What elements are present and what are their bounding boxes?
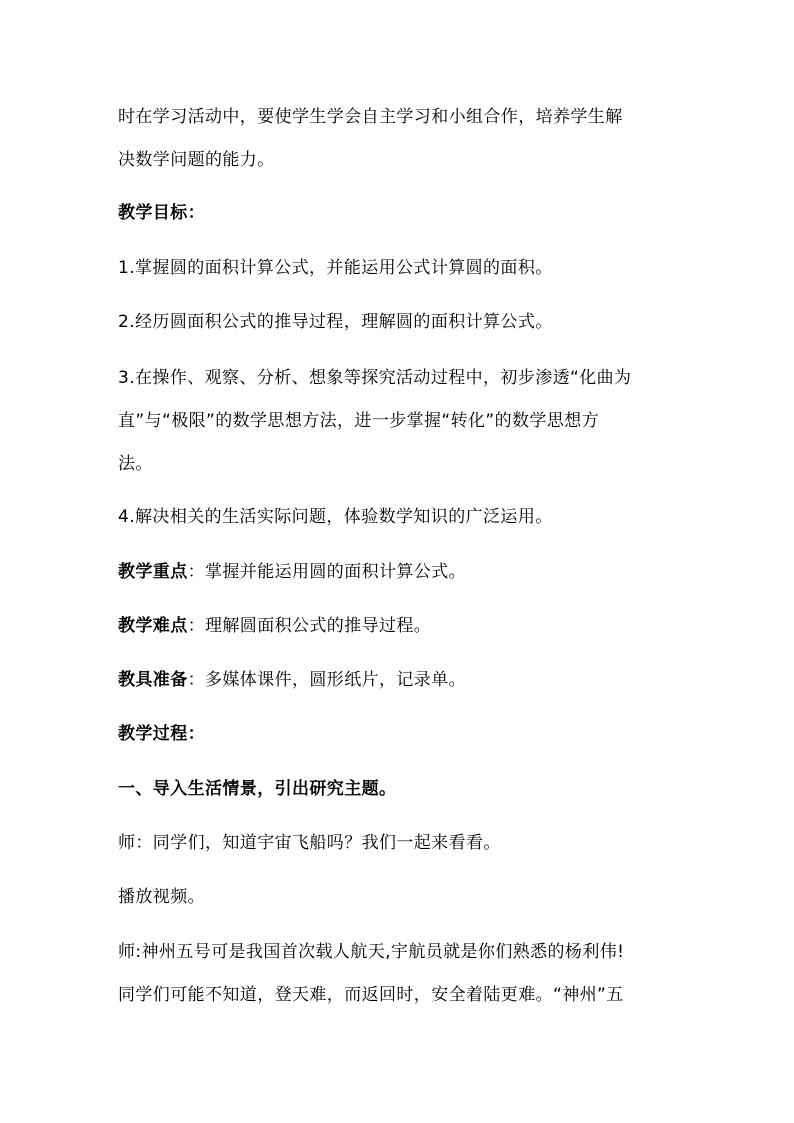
- materials-line: [118, 668, 466, 692]
- section-heading-part-one: 一、导入生活情景，引出研究主题。: [118, 779, 397, 799]
- section-heading-process: 教学过程：: [118, 724, 205, 744]
- objective-item-4: 4.解决相关的生活实际问题，体验数学知识的广泛运用。: [118, 507, 553, 527]
- teacher-dialogue: 师：同学们，知道宇宙飞船吗？我们一起来看看。: [118, 833, 501, 853]
- objective-item-2: 2.经历圆面积公式的推导过程，理解圆的面积计算公式。: [118, 312, 553, 332]
- paragraph-line: 同学们可能不知道，登天难，而返回时，安全着陆更难。“神州”五: [118, 985, 624, 1005]
- objective-item-3: 3.在操作、观察、分析、想象等探究活动过程中，初步渗透“化曲为: [118, 368, 632, 388]
- key-points-label: 教学重点: [118, 562, 188, 582]
- difficulty-label: 教学难点: [118, 616, 188, 636]
- materials-text: ：多媒体课件，圆形纸片，记录单。: [187, 670, 467, 690]
- materials-label: 教具准备: [118, 670, 188, 690]
- key-points-line: [118, 560, 466, 584]
- objective-item-3-cont: 直”与“极限”的数学思想方法，进一步掌握“转化”的数学思想方: [118, 411, 600, 431]
- teacher-dialogue: 师:神州五号可是我国首次载人航天,宇航员就是你们熟悉的杨利伟!: [118, 942, 625, 962]
- paragraph-line: 决数学问题的能力。: [118, 150, 275, 170]
- objective-item-3-cont: 法。: [118, 454, 153, 474]
- objective-item-1: 1.掌握圆的面积计算公式，并能运用公式计算圆的面积。: [118, 258, 553, 278]
- section-heading-objectives: 教学目标：: [118, 203, 205, 223]
- difficulty-line: [118, 614, 431, 638]
- key-points-text: ：掌握并能运用圆的面积计算公式。: [187, 562, 467, 582]
- difficulty-text: ：理解圆面积公式的推导过程。: [187, 616, 432, 636]
- paragraph-line: 时在学习活动中，要使学生学会自主学习和小组合作，培养学生解: [118, 107, 623, 127]
- paragraph-line: 播放视频。: [118, 887, 205, 907]
